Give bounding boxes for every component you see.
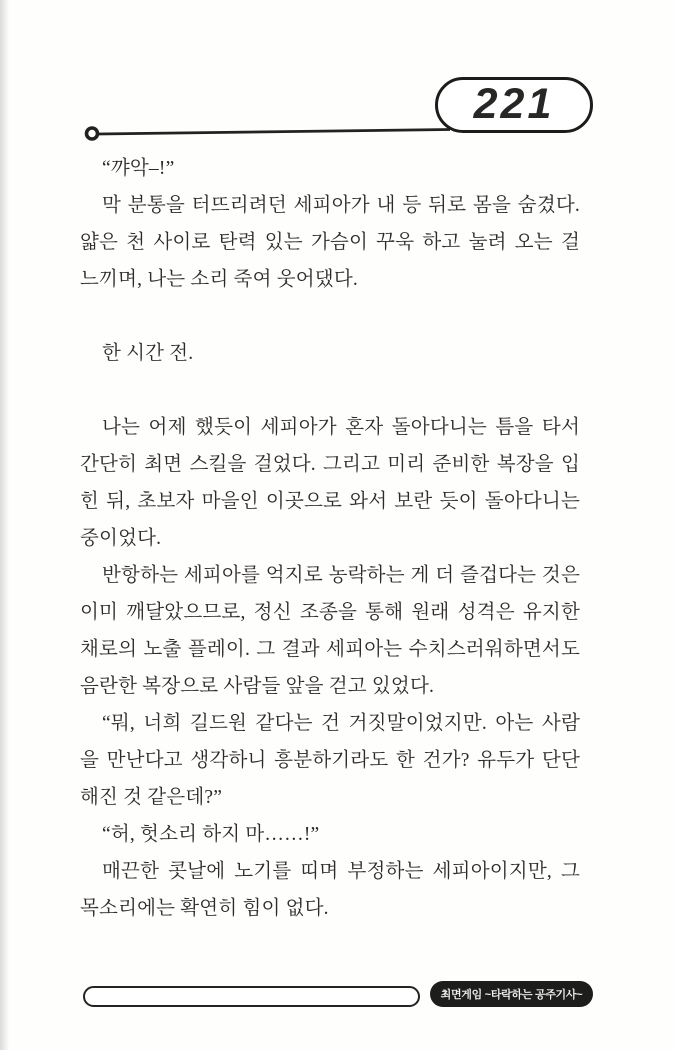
text-line: 목소리에는 확연히 힘이 없다. [80,898,329,919]
header-rule-line [98,130,450,135]
text-line: 막 분통을 터뜨리려던 세피아가 내 등 뒤로 몸을 숨겼다. [102,195,580,216]
text-line: 느끼며, 나는 소리 죽여 웃어댔다. [80,269,358,290]
text-line: 음란한 복장으로 사람들 앞을 걷고 있었다. [80,676,435,697]
text-line: 매끈한 콧날에 노기를 띠며 부정하는 세피아이지만, 그 [102,861,580,882]
footer-series-badge [430,981,593,1007]
text-line: 간단히 최면 스킬을 걸었다. 그리고 미리 준비한 복장을 입 [80,454,580,475]
text-line: 반항하는 세피아를 억지로 농락하는 게 더 즐겁다는 것은 [102,565,580,586]
page-number: 221 [473,79,555,128]
header-ring-icon [87,128,98,139]
page-number-pill [435,77,593,133]
footer-series-title: 최면게임 ~타락하는 공주기사~ [440,989,583,1001]
text-line: 나는 어제 했듯이 세피아가 혼자 돌아다니는 틈을 타서 [102,417,580,438]
text-line: 한 시간 전. [102,343,194,364]
body-text [80,150,580,927]
text-line: “뭐, 너희 길드원 같다는 건 거짓말이었지만. 아는 사람 [102,713,580,734]
text-line: “허, 헛소리 하지 마……!” [102,824,320,845]
text-line: 채로의 노출 플레이. 그 결과 세피아는 수치스러워하면서도 [80,639,580,660]
blank-line [80,298,580,335]
text-line: 해진 것 같은데?” [80,787,223,808]
text-line: 중이었다. [80,528,162,549]
text-line: “꺄악–!” [102,158,175,179]
blank-line [80,372,580,409]
text-line: 얇은 천 사이로 탄력 있는 가슴이 꾸욱 하고 눌려 오는 걸 [80,232,580,253]
text-line: 이미 깨달았으므로, 정신 조종을 통해 원래 성격은 유지한 [80,602,580,623]
text-line: 힌 뒤, 초보자 마을인 이곳으로 와서 보란 듯이 돌아다니는 [80,491,580,512]
footer-empty-pill [83,986,420,1007]
text-line: 을 만난다고 생각하니 흥분하기라도 한 건가? 유두가 단단 [80,750,580,771]
